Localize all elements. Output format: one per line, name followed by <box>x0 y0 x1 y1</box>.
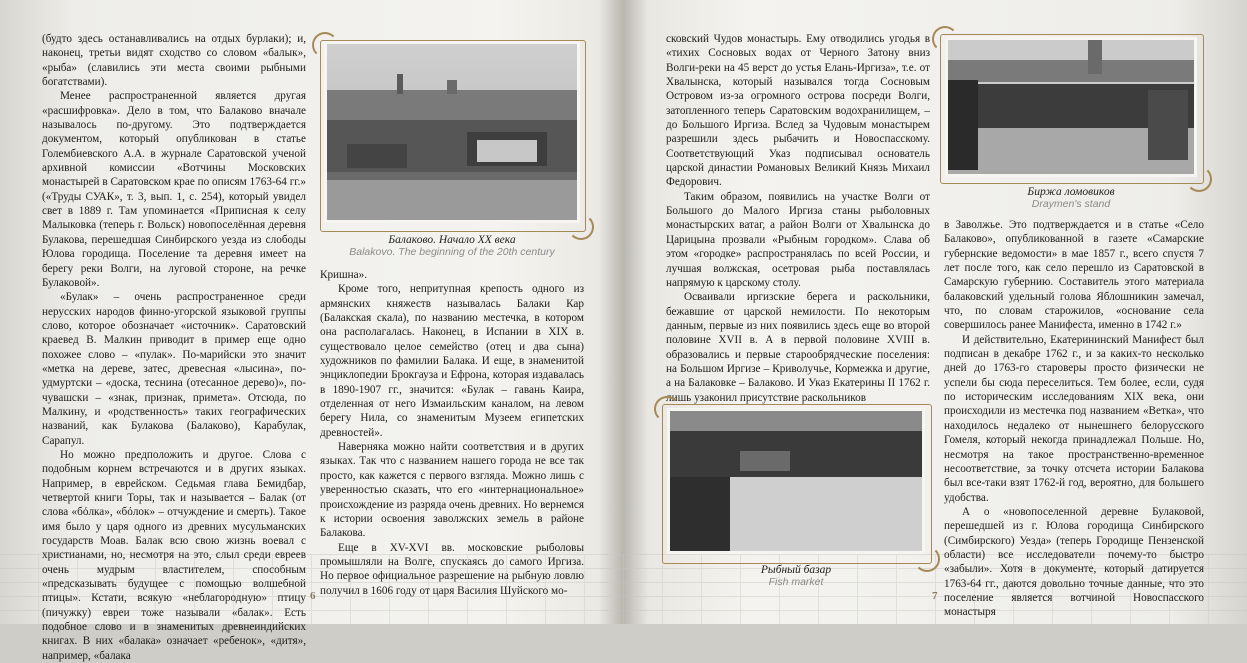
caption-fish-market-ru: Рыбный базар <box>760 564 832 576</box>
caption-fish-market-en: Fish market <box>768 576 824 588</box>
photo-balakovo-panorama <box>327 44 577 220</box>
paragraph: Таким образом, появились на участке Волги от Большого до Малого Иргиза станы рыболовных монастырских ватаг, а район Волги от Хвалынска до Царицына прозвали «Рыбным городком». Слава об этом «городке» распространялась по всей России, и лучшая волжская, осетровая рыба поставлялась напрямую к царскому столу. <box>666 190 930 289</box>
paragraph: Осваивали иргизские берега и раскольники, бежавшие от царской немилости. По некоторым данным, первые из них появились здесь еще во второй половине XVII в. А в первой половине XVIII в. образовались и первые старообрядческие поселения: на Большом Иргизе – Криволучье, Кормежка и другие, а на Балаковке – Балаково. И Указ Екатерины II 1762 г. лишь узаконил присутствие раскольников <box>666 291 930 404</box>
paragraph: Еще в XV-XVI вв. московские рыболовы промышляли на Волге, спускаясь до самого Иргиза. Но первое официальное разрешение на рыбную ловлю получил в 1606 году от царя Василия Шуйского мо- <box>320 541 584 597</box>
right-page-column-1 <box>666 32 930 404</box>
caption-draymen-ru: Биржа ломовиков <box>1027 186 1115 198</box>
paragraph: Наверняка можно найти соответствия и в других языках. Так что с названием нашего города не все так просто, как кажется с первого взгляда. Можно лишь с уверенностью сказать, что его «интернациональное» происхождение из разряда очень древних. Но вернемся к истории освоения заволжских земель в районе Балакова. <box>320 441 584 540</box>
left-page-column-2 <box>320 268 584 597</box>
photo-draymen-stand <box>948 40 1194 174</box>
caption-draymen <box>940 186 1202 210</box>
photo-fish-market <box>670 411 922 551</box>
paragraph: «Булак» – очень распространенное среди нерусских народов финно-угорской языковой группы слово, которое обозначает «источник». Саратовский краевед В. Малкин приводит в пример еще одно похожее слово – «пулак». По-марийски это значит «метка на дереве, затес, древесная «лысина», по-удмуртски – «доска, теснина (отесанное дерево)», по-чувашски – «знак, признак, примета». Отсюда, по Малкину, и «родственность» таких географических названий, как Булакова (Балаково), Карабулак, Сарапул. <box>42 291 306 447</box>
fish-market-image <box>670 411 922 551</box>
page-number-right: 7 <box>932 590 938 602</box>
right-page-column-2 <box>944 218 1204 619</box>
caption-balakovo-en: Balakovo. The beginning of the 20th century <box>349 246 555 258</box>
left-page-column-1 <box>42 32 306 662</box>
paragraph: Но можно предположить и другое. Слова с подобным корнем встречаются и в других языках. Например, в еврейском. Седьмая глава Бемидбар, четвертой книги Торы, так и называется – Балак (от слова «бόлка», «бόлок» – отчуждение и смерть). Такое имя было у царя одного из древних мусульманских государств Моав. Балак всю свою жизнь воевал с христианами, но, несмотря на это, слыл среди евреев очень мудрым властителем, способным «предсказывать будущее с помощью волшебной птицы». Кстати, всякую «неблагородную» птицу (пичужку) евреи тоже называли «балак». Есть подобное слово и в знаменитых древнеиндийских книгах. В них «балака» означает «ребенок», «дитя», например, «балака <box>42 448 306 662</box>
caption-fish-market <box>662 564 930 588</box>
paragraph: И действительно, Екатерининский Манифест был подписан в декабре 1762 г., и за каких-то несколько дней до 1763-го староверы просто физически не успели бы сюда переселиться. Тем более, если, судя по историческим исследованиям XIX века, они происходили из местечка под названием «Ветка», что находилось недалеко от нынешнего белорусского Гомеля, который некогда принадлежал Польше. Но, несмотря на такое пространственно-временное несоответствие, за точку отсчета истории Балакова был все-таки взят 1762-й год, вероятно, для большего удобства. <box>944 333 1204 504</box>
paragraph: (будто здесь останавливались на отдых бурлаки); и, наконец, третьи видят сходство со словом «балык», «рыба» (славились эти места своими рыбными богатствами). <box>42 33 306 89</box>
paragraph: сковский Чудов монастырь. Ему отводились угодья в «тихих Сосновых водах от Черного Затону вниз Волги-реки на 45 верст до устья Елань-Иргиза», т.е. от Хвалынска, который назывался тогда Сосновым Островом из-за огромного острова посреди Волги, затопленного теперь Саратовским водохранилищем, – до Большого Иргиза. Вслед за Чудовым монастырем разрешили здесь рыбачить и Новоспасскому. Соответствующий Указ подписывал основатель царской династии Романовых Великий Князь Михаил Федорович. <box>666 33 930 189</box>
caption-balakovo-ru: Балаково. Начало XX века <box>388 234 516 246</box>
paragraph: Менее распространенной является другая «расшифровка». Дело в том, что Балаково вначале называлось по-другому. Это подтверждается документом, который опубликован в статье Голембиевского А.А. в журнале Саратовской ученой архивной комиссии «Вотчины Московских монастырей в Саратовском крае по описям 1763-64 гг.» («Труды СУАК», т. 3, вып. 1, с. 254), который увидел свет в 1889 г. Там упоминается «Приписная к селу Малыковка (теперь г. Вольск) новопоселённая деревня Булакова, перешедшая Синбирского уезда из слободы Юлова городища. Поселение та деревня имеет на берегу реки Волги, на луговой стороне, на речке Булаковой». <box>42 90 306 289</box>
draymen-stand-image <box>948 40 1194 174</box>
balakovo-panorama-image <box>327 44 577 220</box>
paragraph: в Заволжье. Это подтверждается и в статье «Село Балаково», опубликованной в газете «Самарские губернские ведомости» в мае 1857 г., всего спустя 7 лет после того, как село перешло из Саратовской в Самарскую губернию. Составитель этого материала балаковский удельный голова Яблошникин замечал, что, по словам старожилов, «основание села совершилось ранее Манифеста, именно в 1742 г.» <box>944 219 1204 332</box>
paragraph: Кришна». <box>320 269 368 281</box>
caption-balakovo <box>320 234 584 258</box>
paragraph: А о «новопоселенной деревне Булаковой, перешедшей из г. Юлова городища Синбирского (Симбирского) Уезда» (теперь Городище Пензенской области) все исследователи почему-то быстро «забыли». Хотя в документе, который датируется 1763-64 гг., даются довольно точные данные, что это поселение является вотчиной Новоспасского монастыря <box>944 505 1204 619</box>
paragraph: Кроме того, непритупная крепость одного из армянских княжеств называлась Балаки Кар (Балакская скала), по названию местечка, в котором она располагалась. Наконец, в Испании в XIX в. существовало целое семейство (отец и два сына) художников по фамилии Балака. И еще, в знаменитой энциклопедии Брокгауза и Ефрона, которая издавалась в 1890-1907 гг., значится: «Булак – гавань Каира, отделенная от него Измаильским каналом, на левом берегу Нила, со знаменитым Музеем египетских древностей». <box>320 283 584 439</box>
caption-draymen-en: Draymen's stand <box>1031 198 1111 210</box>
page-number-left: 6 <box>310 590 316 602</box>
